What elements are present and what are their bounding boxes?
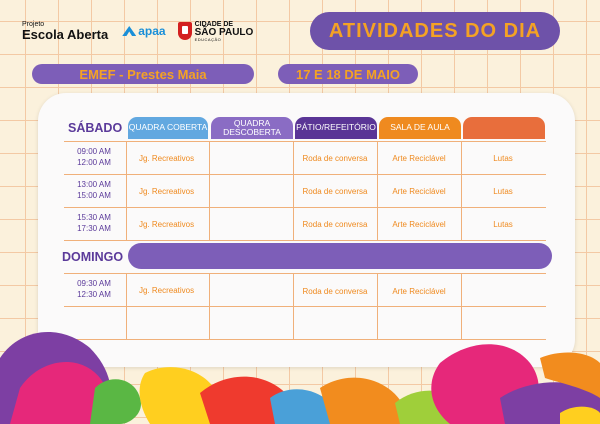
- time-end: 12:30 AM: [77, 289, 111, 299]
- time-slot: [64, 213, 124, 235]
- decor-blob: [90, 379, 141, 424]
- time-start: 15:30 AM: [77, 213, 111, 222]
- time-slot: [64, 147, 124, 169]
- activity-cell: Arte Reciclável: [392, 287, 446, 296]
- activity-cell: Jg. Recreativos: [139, 286, 195, 295]
- activity-cell: Roda de conversa: [302, 287, 368, 296]
- column-header-sala-de-aula: SALA DE AULA: [379, 117, 461, 139]
- column-header-patio: PÁTIO/REFEITÓRIO: [295, 117, 377, 139]
- logo-strip: [22, 16, 253, 46]
- city-line-2: SÃO PAULO: [194, 26, 254, 38]
- decorative-shapes: [0, 318, 600, 424]
- day-label-sunday: DOMINGO: [62, 250, 124, 264]
- column-header-quadra-descoberta: QUADRA DESCOBERTA: [211, 117, 293, 139]
- row-divider: [64, 240, 546, 241]
- row-divider: [64, 207, 546, 208]
- time-start: 13:00 AM: [77, 180, 111, 189]
- city-crest-icon: [178, 22, 192, 40]
- activity-cell: Roda de conversa: [302, 220, 368, 229]
- activity-cell: Arte Reciclável: [392, 220, 446, 229]
- activity-cell: Lutas: [493, 187, 513, 196]
- row-divider: [64, 306, 546, 307]
- activity-cell: Jg. Recreativos: [139, 220, 195, 229]
- activity-cell: Jg. Recreativos: [139, 154, 195, 163]
- activity-cell: Arte Reciclável: [392, 187, 446, 196]
- time-end: 17:30 AM: [77, 223, 111, 233]
- row-divider: [64, 273, 546, 274]
- time-slot: [64, 279, 124, 301]
- decor-blob: [320, 378, 408, 424]
- school-name: EMEF - Prestes Maia: [32, 64, 254, 84]
- column-header-quadra-coberta: QUADRA COBERTA: [128, 117, 208, 139]
- time-end: 12:00 AM: [77, 157, 111, 167]
- column-header-extra: [463, 117, 545, 139]
- activity-cell: Jg. Recreativos: [139, 187, 195, 196]
- city-line-3: EDUCAÇÃO: [194, 36, 222, 42]
- apaa-logo: [122, 24, 165, 38]
- day-label-saturday: SÁBADO: [68, 121, 123, 135]
- activity-cell: Lutas: [493, 220, 513, 229]
- logo-project-label: Projeto: [22, 21, 45, 28]
- time-end: 15:00 AM: [77, 190, 111, 200]
- row-divider: [64, 174, 546, 175]
- logo-project-name: Escola Aberta: [22, 27, 109, 42]
- activity-cell: Arte Reciclável: [392, 154, 446, 163]
- time-slot: [64, 180, 124, 202]
- sunday-header-bar: [128, 243, 552, 269]
- sao-paulo-logo: [178, 21, 254, 42]
- activity-cell: Lutas: [493, 154, 513, 163]
- escola-aberta-logo: [22, 21, 108, 41]
- col-divider: [209, 141, 210, 241]
- activity-cell: Roda de conversa: [302, 187, 368, 196]
- apaa-text: apaa: [138, 24, 166, 38]
- event-dates: 17 E 18 DE MAIO: [278, 64, 418, 84]
- time-start: 09:00 AM: [77, 147, 111, 156]
- city-text: [195, 21, 254, 42]
- page-title: ATIVIDADES DO DIA: [310, 12, 560, 50]
- apaa-mark-icon: [122, 26, 136, 36]
- city-line-1: CIDADE DE: [194, 20, 234, 28]
- time-start: 09:30 AM: [77, 279, 111, 288]
- row-divider: [64, 141, 546, 142]
- activity-cell: Roda de conversa: [302, 154, 368, 163]
